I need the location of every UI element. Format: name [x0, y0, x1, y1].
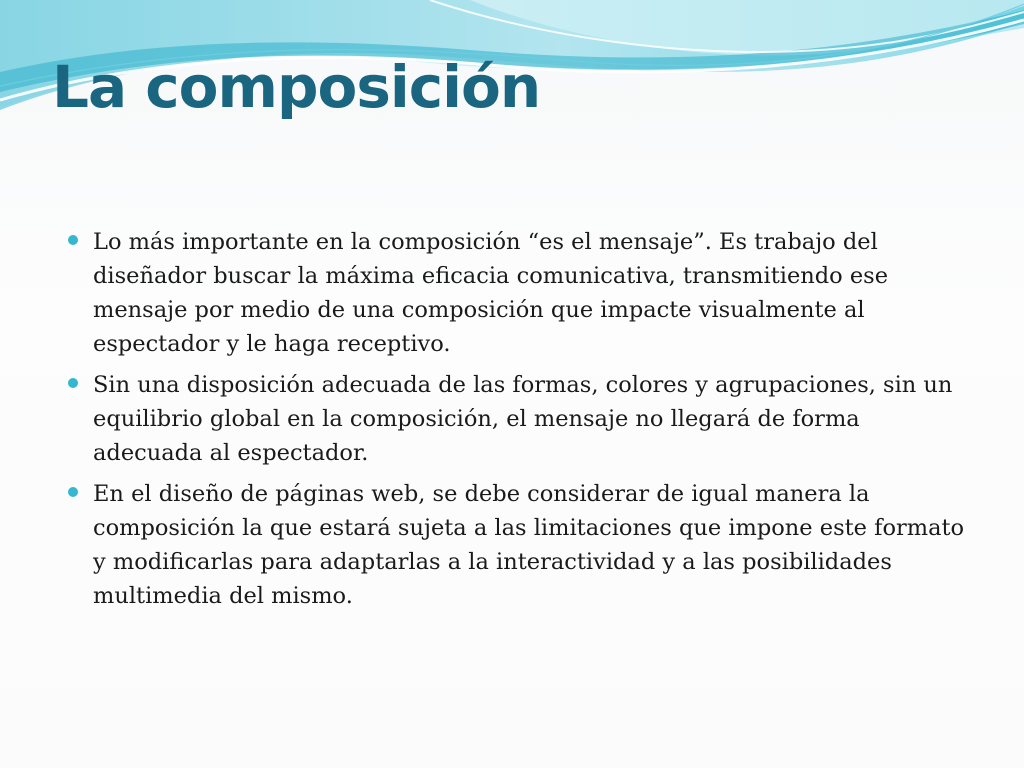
bullet-text: Lo más importante en la composición “es el mensaje”. Es trabajo del diseñador buscar la máxima eficacia comunicativa, transmitiendo ese mensaje por medio de una composición que impacte visualmente al espectador y le haga receptivo. [93, 229, 889, 357]
bullet-dot-icon [68, 378, 78, 388]
bullet-text: En el diseño de páginas web, se debe considerar de igual manera la composición la que estará sujeta a las limitaciones que impone este formato y modificarlas para adaptarlas a la interactividad y a las posibilidades multimedia del mismo. [93, 481, 965, 609]
bullet-text: Sin una disposición adecuada de las formas, colores y agrupaciones, sin un equilibrio global en la composición, el mensaje no llegará de forma adecuada al espectador. [93, 372, 953, 466]
bullet-dot-icon [68, 235, 78, 245]
slide-title: La composición [52, 53, 541, 121]
bullet-dot-icon [68, 487, 78, 497]
bullet-item [68, 225, 968, 361]
bullet-item [68, 477, 968, 613]
bullet-list [68, 225, 968, 620]
bullet-item [68, 368, 968, 470]
